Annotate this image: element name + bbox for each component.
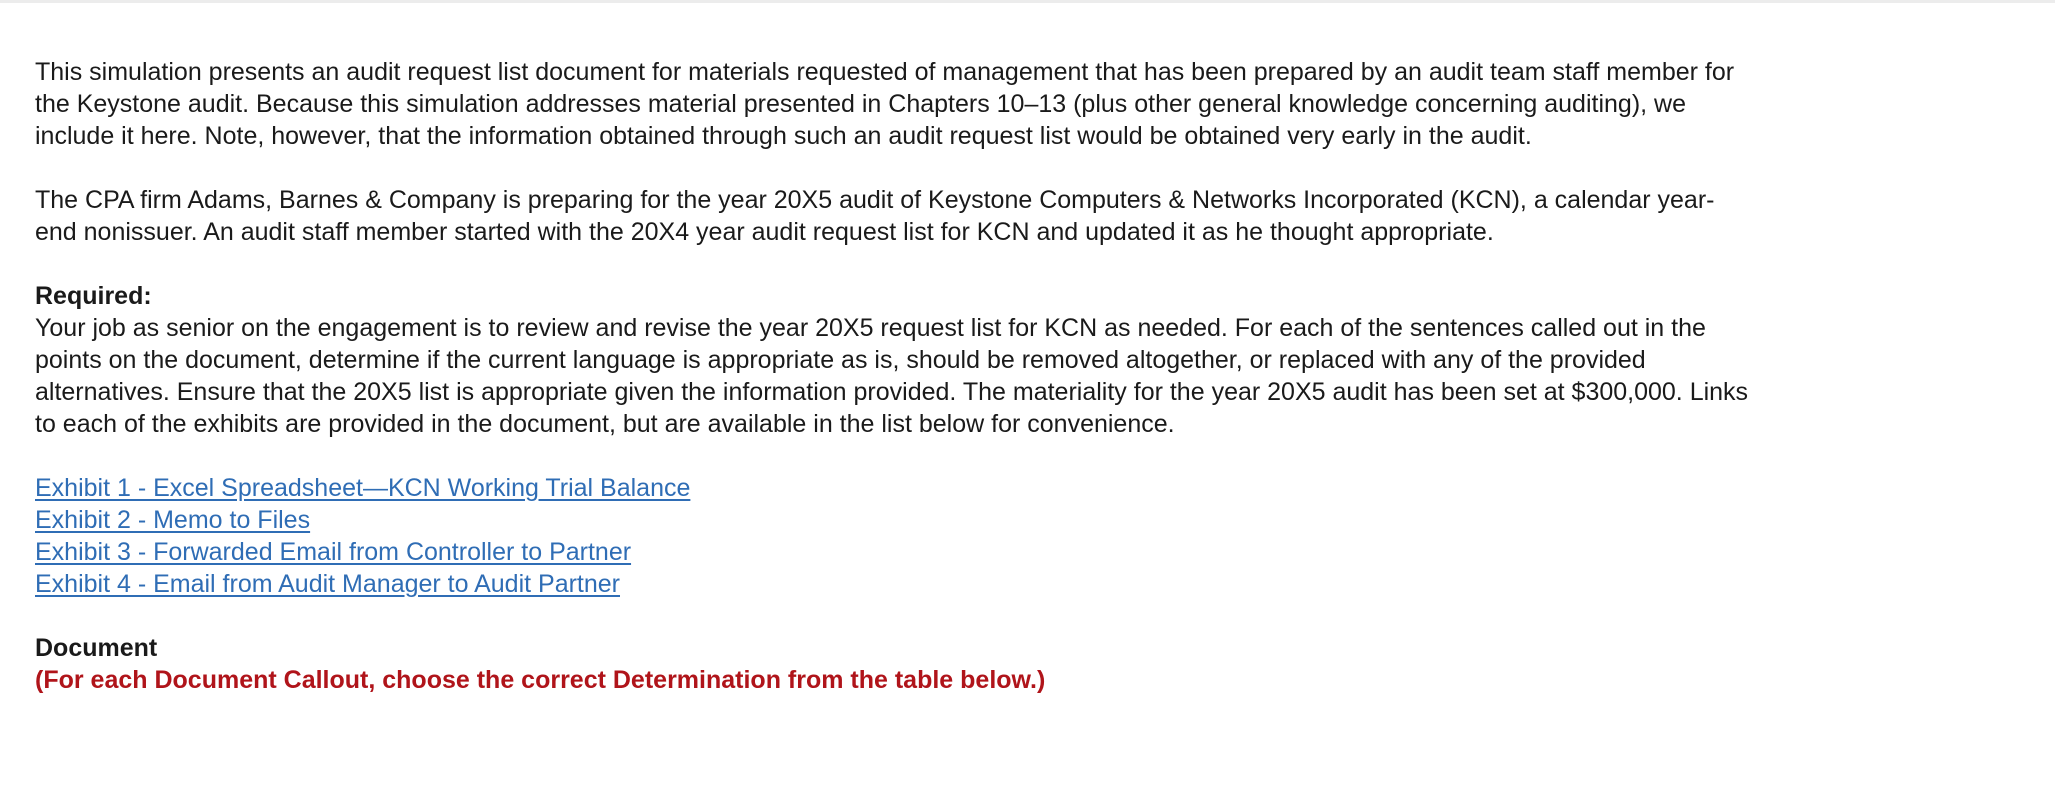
exhibit-1-link[interactable]: Exhibit 1 - Excel Spreadsheet—KCN Working Trial Balance <box>35 474 691 502</box>
intro-paragraph-1: This simulation presents an audit request list document for materials requested of management that has been prepared by an audit team staff member for the Keystone audit. Because this simulation addresses material presented in Chapters 10–13 (plus other general knowledge concerning auditing), we include it here. Note, however, that the information obtained through such an audit request list would be obtained very early in the audit. <box>35 58 1735 150</box>
document-instruction: (For each Document Callout, choose the correct Determination from the table below.) <box>35 666 1046 694</box>
exhibit-2-link[interactable]: Exhibit 2 - Memo to Files <box>35 506 311 534</box>
intro-paragraph-2: The CPA firm Adams, Barnes & Company is preparing for the year 20X5 audit of Keystone Computers & Networks Incorporated (KCN), a calendar year-end nonissuer. An audit staff member started with the 20X4 year audit request list for KCN and updated it as he thought appropriate. <box>35 186 1715 246</box>
required-text: Your job as senior on the engagement is to review and revise the year 20X5 request list for KCN as needed. For each of the sentences called out in the points on the document, determine if the current language is appropriate as is, should be removed altogether, or replaced with any of the provided alternatives. Ensure that the 20X5 list is appropriate given the information provided. The materiality for the year 20X5 audit has been set at $300,000. Links to each of the exhibits are provided in the document, but are available in the list below for convenience. <box>35 314 1749 438</box>
document-heading: Document <box>35 634 158 662</box>
top-divider <box>0 0 2055 3</box>
exhibit-4-link[interactable]: Exhibit 4 - Email from Audit Manager to Audit Partner <box>35 570 620 598</box>
exhibit-3-link[interactable]: Exhibit 3 - Forwarded Email from Controller to Partner <box>35 538 632 566</box>
simulation-content <box>35 56 1755 696</box>
exhibit-links-list <box>35 472 1755 600</box>
required-heading: Required: <box>35 282 152 310</box>
